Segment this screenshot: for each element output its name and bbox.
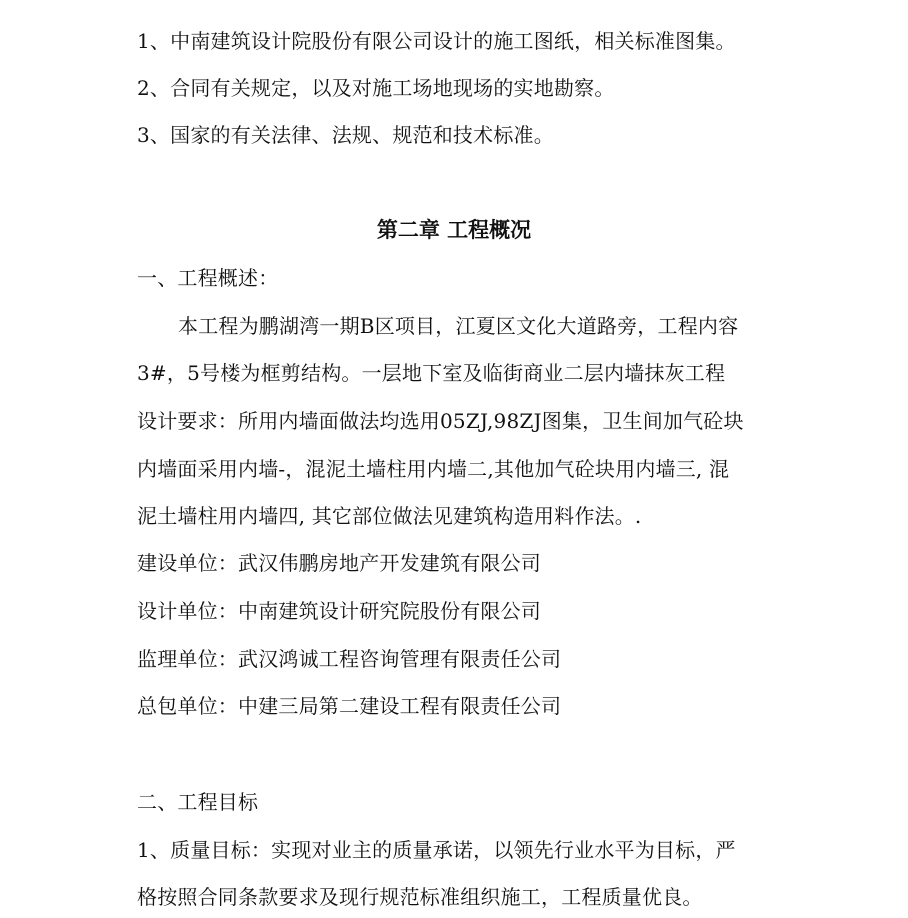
paragraph-line: 本工程为鹏湖湾一期B区项目，江夏区文化大道路旁，工程内容 — [178, 314, 739, 338]
paragraph-line: 泥土墙柱用内墙四, 其它部位做法见建筑构造用料作法。. — [137, 504, 642, 528]
basis-item-1: 1、中南建筑设计院股份有限公司设计的施工图纸，相关标准图集。 — [137, 29, 736, 53]
basis-item-3: 3、国家的有关法律、法规、规范和技术标准。 — [137, 123, 554, 147]
chapter-title: 第二章 工程概况 — [376, 218, 532, 242]
unit-general-contractor: 总包单位：中建三局第二建设工程有限责任公司 — [137, 694, 562, 718]
unit-design: 设计单位：中南建筑设计研究院股份有限公司 — [137, 599, 541, 623]
paragraph-line: 格按照合同条款要求及现行规范标准组织施工，工程质量优良。 — [137, 885, 703, 909]
paragraph-line: 1、质量目标：实现对业主的质量承诺，以领先行业水平为目标，严 — [137, 838, 736, 862]
paragraph-line: 内墙面采用内墙-，混泥土墙柱用内墙二,其他加气砼块用内墙三, 混 — [137, 457, 730, 481]
paragraph-line: 3#，5号楼为框剪结构。一层地下室及临街商业二层内墙抹灰工程 — [137, 361, 726, 385]
unit-supervision: 监理单位：武汉鸿诚工程咨询管理有限责任公司 — [137, 647, 562, 671]
basis-item-2: 2、合同有关规定，以及对施工场地现场的实地勘察。 — [137, 76, 615, 100]
unit-construction: 建设单位：武汉伟鹏房地产开发建筑有限公司 — [137, 551, 541, 575]
paragraph-line: 设计要求：所用内墙面做法均选用05ZJ,98ZJ图集，卫生间加气砼块 — [137, 409, 744, 433]
section-heading-overview: 一、工程概述： — [137, 266, 279, 290]
section-heading-goals: 二、工程目标 — [137, 790, 259, 814]
